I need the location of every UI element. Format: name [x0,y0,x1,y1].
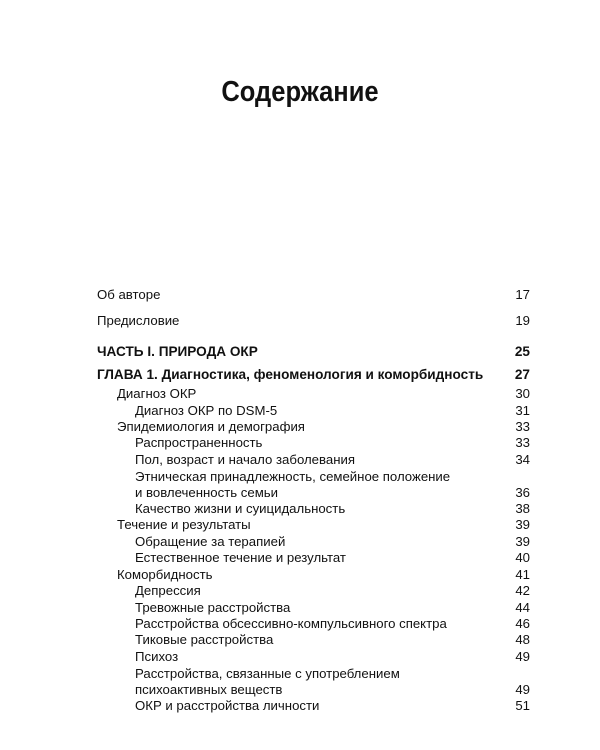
toc-entry-label: Течение и результаты [117,517,251,532]
toc-entry-label: Об авторе [97,287,161,302]
toc-entry-label: Предисловие [97,313,180,328]
toc-entry-page: 33 [515,435,530,450]
toc-entry-label: Депрессия [135,583,201,598]
toc-entry-page: 38 [515,501,530,516]
toc-entry-page: 25 [514,344,530,359]
toc-entry-page: 30 [515,386,530,401]
toc-entry-page: 40 [515,550,530,565]
toc-entry-label: Распространенность [135,435,263,450]
toc-entry-page: 36 [515,485,530,500]
toc-entry-page: 39 [515,534,530,549]
toc-entry-label: Коморбидность [117,567,213,582]
toc-entry-label: Естественное течение и результат [135,550,346,565]
toc-entry-page: 31 [515,403,530,418]
toc-entry-page: 51 [515,698,530,713]
toc-entry-label: Психоз [135,649,179,664]
toc-entry-page: 49 [515,682,530,697]
toc-entry-label: Расстройства, связанные с употреблением [135,666,400,681]
toc-entry-page: 39 [515,517,530,532]
toc-entry-label: и вовлеченность семьи [135,485,279,500]
toc-entry-page: 41 [515,567,530,582]
toc-entry-label: ЧАСТЬ I. ПРИРОДА ОКР [97,344,258,359]
toc-entry-page: 42 [515,583,530,598]
toc-entry-label: Этническая принадлежность, семейное положение [135,469,451,484]
toc-entry-label: ГЛАВА 1. Диагностика, феноменология и коморбидность [97,367,484,382]
toc-entry-page: 49 [515,649,530,664]
toc-entry-page: 27 [514,367,530,382]
toc-entry-label: Эпидемиология и демография [117,419,305,434]
toc-entry-label: Диагноз ОКР по DSM-5 [135,403,278,418]
toc-entry-page: 17 [515,287,530,302]
toc-entry-label: Диагноз ОКР [117,386,197,401]
page-title: Содержание [221,76,379,108]
toc-entry-label: Пол, возраст и начало заболевания [135,452,355,467]
toc-entry-page: 44 [515,600,530,615]
toc-entry-page: 33 [515,419,530,434]
toc-entry-label: Тиковые расстройства [135,632,274,647]
toc-entry-label: Расстройства обсессивно-компульсивного спектра [135,616,447,631]
toc-entry-page: 46 [515,616,530,631]
toc-entry-label: Обращение за терапией [135,534,286,549]
toc-entry-label: Тревожные расстройства [135,600,291,615]
toc-entry-label: Качество жизни и суицидальность [135,501,346,516]
toc-entry-page: 19 [515,313,530,328]
toc-entry-page: 48 [515,632,530,647]
toc-entry-page: 34 [515,452,530,467]
toc-entry-label: ОКР и расстройства личности [135,698,320,713]
toc-entry-label: психоактивных веществ [135,682,283,697]
